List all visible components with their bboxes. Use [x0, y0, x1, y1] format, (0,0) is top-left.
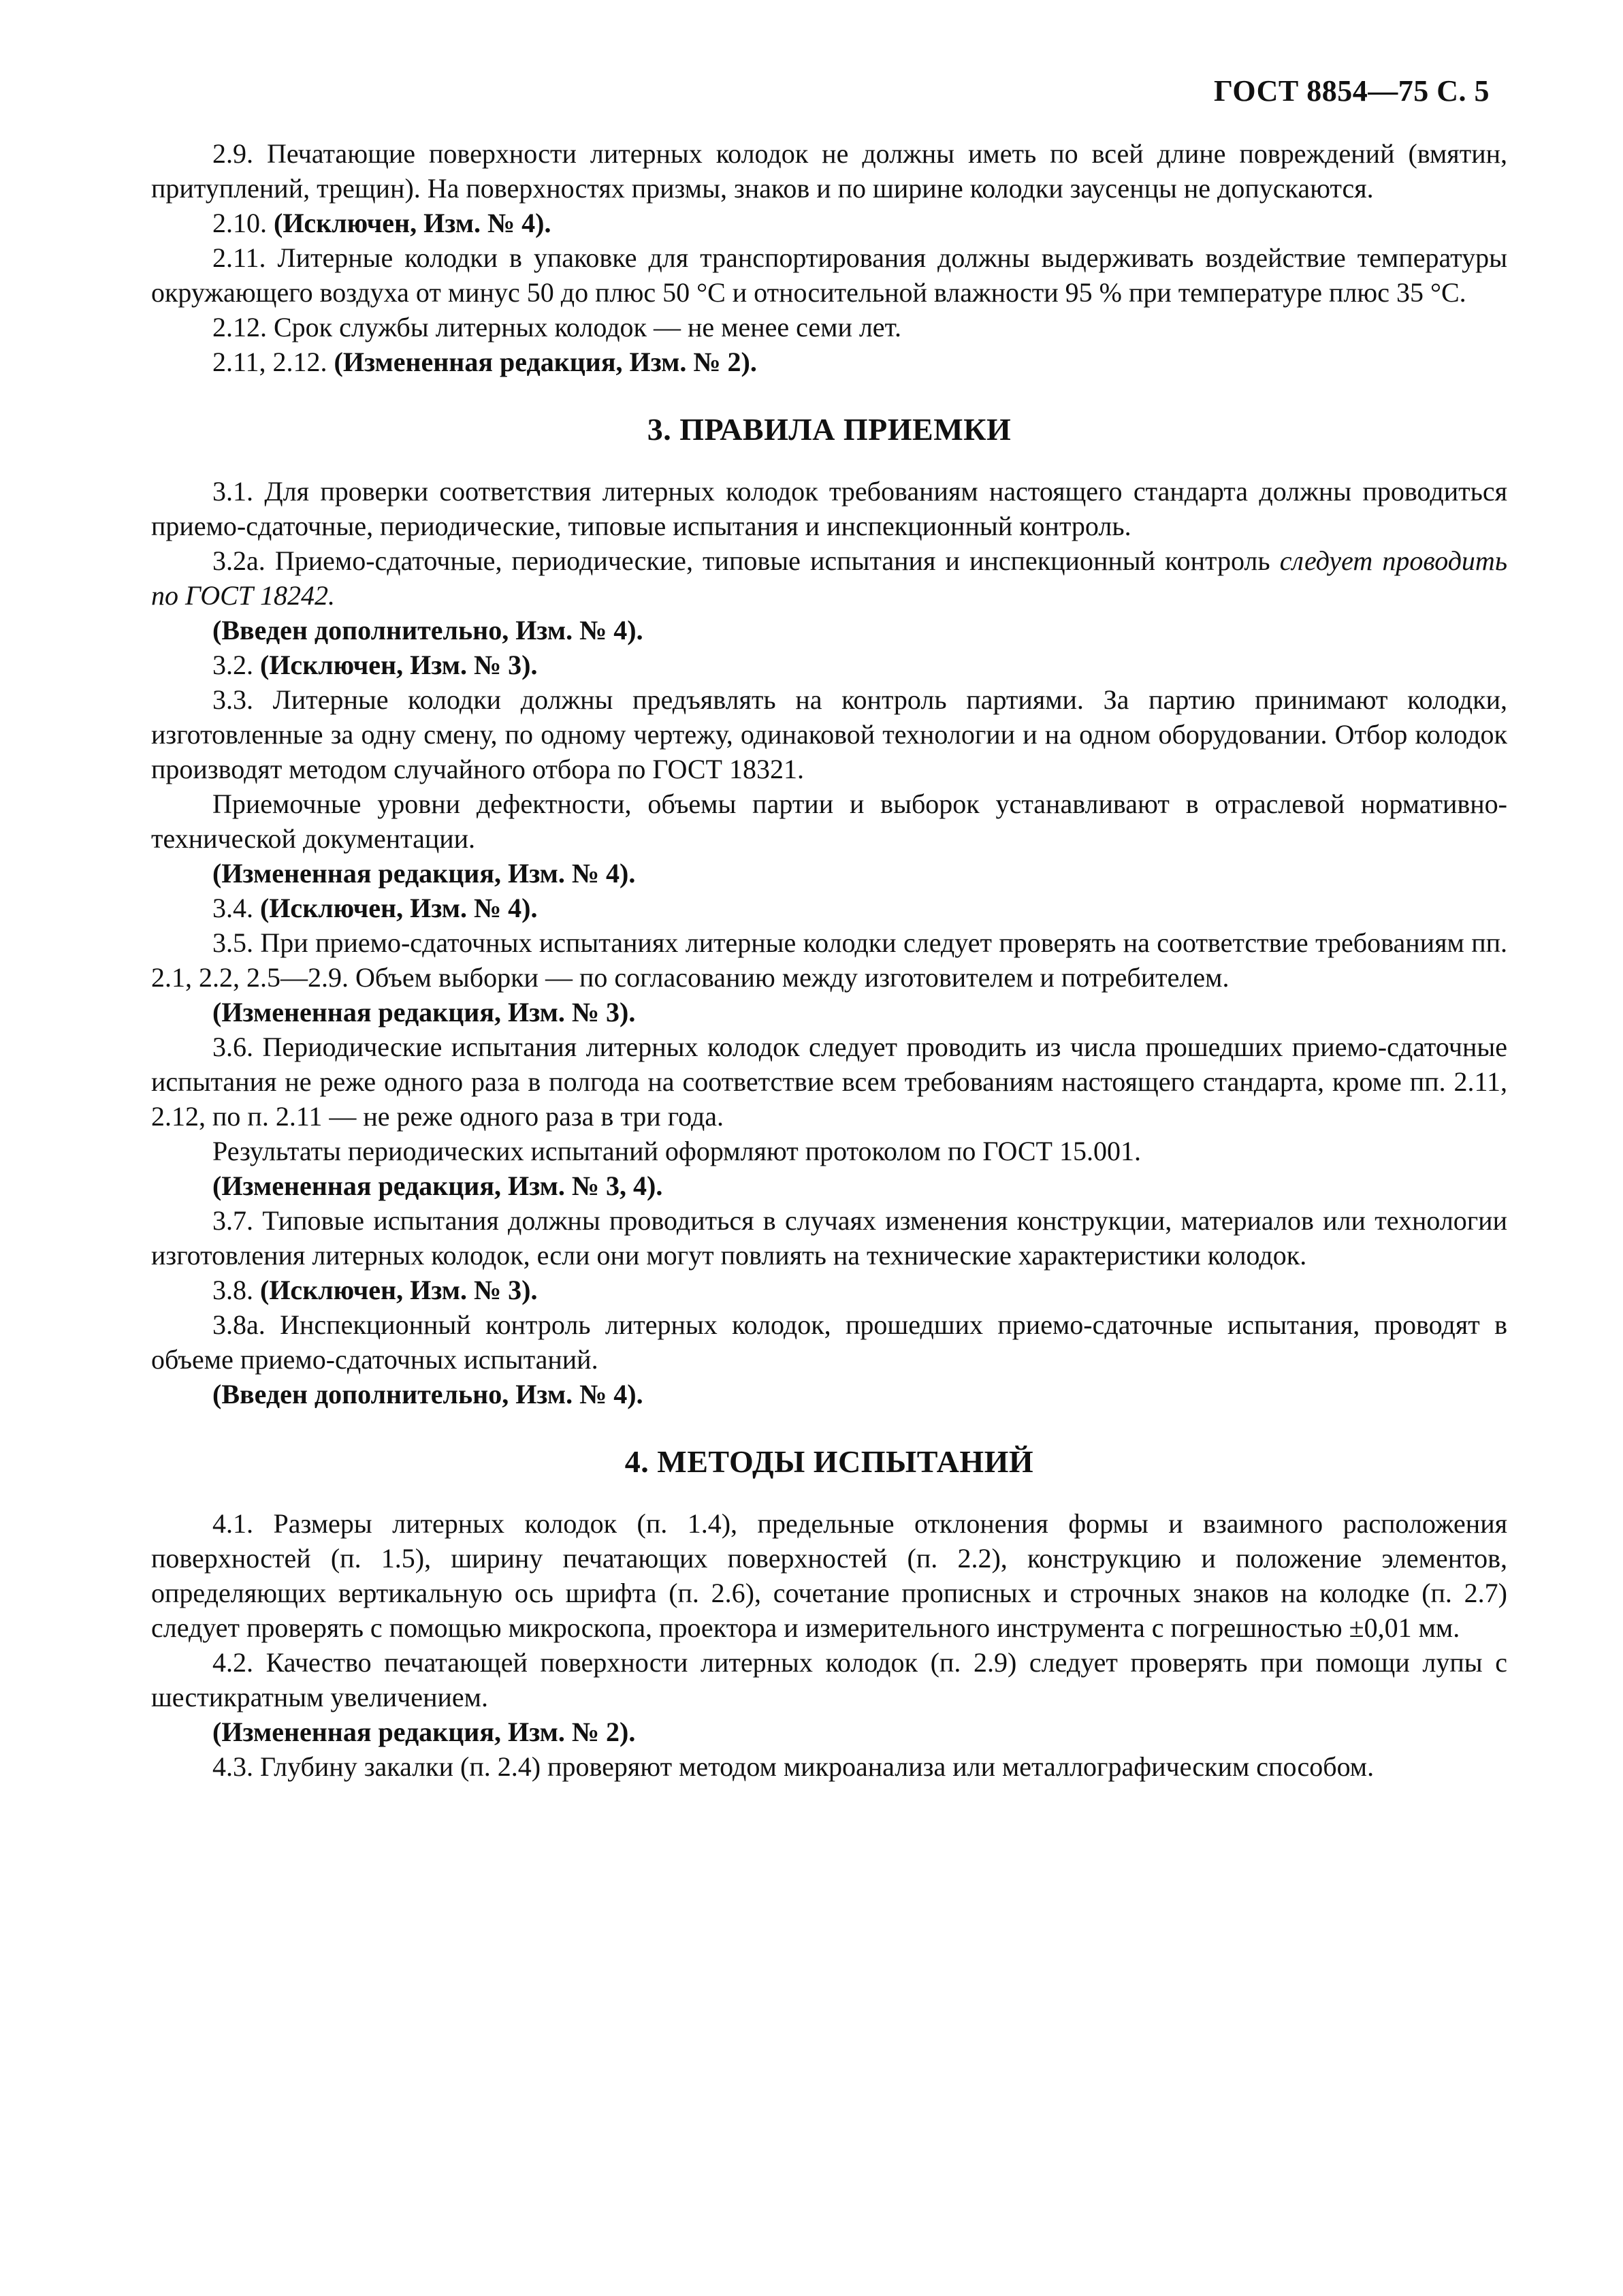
clause-2-12: 2.12. Срок службы литерных колодок — не менее семи лет. — [212, 312, 902, 342]
clause-number: 3.4. — [212, 893, 253, 923]
clause-3-2 — [151, 648, 1507, 682]
clause-3-3-cont: Приемочные уровни дефектности, объемы партии и выборок устанавливают в отраслевой нормативно-технической документации. — [151, 788, 1507, 854]
clause-3-5: 3.5. При приемо-сдаточных испытаниях литерные колодки следует проверять на соответствие требованиям пп. 2.1, 2.2, 2.5—2.9. Объем выборки — по согласованию между изготовителем и потребителем. — [151, 927, 1507, 993]
change-note-3-3: (Измененная редакция, Изм. № 4). — [212, 858, 636, 889]
change-note-4-2: (Измененная редакция, Изм. № 2). — [212, 1717, 636, 1747]
change-note-2-11-2-12 — [151, 345, 1507, 379]
clause-3-6: 3.6. Периодические испытания литерных колодок следует проводить из числа прошедших приемо-сдаточные испытания не реже одного раза в полгода на соответствие всем требованиям настоящего стандарта, кроме пп. 2.11, 2.12, по п. 2.11 — не реже одного раза в три года. — [151, 1032, 1507, 1132]
change-note: (Измененная редакция, Изм. № 2). — [334, 347, 757, 377]
clause-number: 3.8. — [212, 1275, 253, 1305]
clause-3-2a-italic: следует проводить по ГОСТ 18242. — [151, 545, 1508, 611]
running-header: ГОСТ 8854—75 С. 5 — [1213, 74, 1490, 108]
clause-3-3: 3.3. Литерные колодки должны предъявлять на контроль партиями. За партию принимают колодки, изготовленные за одну смену, по одному чертежу, одинаковой технологии и на одном оборудовании. Отбор колодок производят методом случайного отбора по ГОСТ 18321. — [151, 684, 1507, 784]
change-note: (Исключен, Изм. № 4). — [260, 893, 538, 923]
change-note-3-8a: (Введен дополнительно, Изм. № 4). — [212, 1379, 643, 1409]
section-title-3: 3. ПРАВИЛА ПРИЕМКИ — [647, 412, 1012, 447]
clause-3-4 — [151, 891, 1507, 925]
clause-number: 2.11, 2.12. — [212, 347, 327, 377]
clause-3-7: 3.7. Типовые испытания должны проводиться в случаях изменения конструкции, материалов или технологии изготовления литерных колодок, если они могут повлиять на технические характеристики колодок. — [151, 1205, 1507, 1271]
document-body — [151, 136, 1507, 1784]
clause-3-8a: 3.8а. Инспекционный контроль литерных колодок, прошедших приемо-сдаточные испытания, проводят в объеме приемо-сдаточных испытаний. — [151, 1309, 1507, 1375]
change-note: (Исключен, Изм. № 4). — [274, 208, 551, 238]
clause-number: 3.2. — [212, 650, 253, 680]
clause-2-11: 2.11. Литерные колодки в упаковке для транспортирования должны выдерживать воздействие температуры окружающего воздуха от минус 50 до плюс 50 °С и относительной влажности 95 % при температуре плюс 35 °С. — [151, 242, 1507, 308]
change-note: (Исключен, Изм. № 3). — [260, 1275, 538, 1305]
clause-4-1: 4.1. Размеры литерных колодок (п. 1.4), предельные отклонения формы и взаимного расположения поверхностей (п. 1.5), ширину печатающих поверхностей (п. 2.2), конструкцию и положение элементов, определяющих вертикальную ось шрифта (п. 2.6), сочетание прописных и строчных знаков на колодке (п. 2.7) следует проверять с помощью микроскопа, проектора и измерительного инструмента с погрешностью ±0,01 мм. — [151, 1508, 1507, 1643]
clause-3-2a — [151, 543, 1507, 613]
clause-3-8 — [151, 1273, 1507, 1307]
change-note-3-6: (Измененная редакция, Изм. № 3, 4). — [212, 1170, 663, 1201]
clause-4-3: 4.3. Глубину закалки (п. 2.4) проверяют методом микроанализа или металлографическим способом. — [212, 1751, 1375, 1782]
clause-number: 2.10. — [212, 208, 267, 238]
change-note: (Исключен, Изм. № 3). — [260, 650, 538, 680]
clause-4-2: 4.2. Качество печатающей поверхности литерных колодок (п. 2.9) следует проверять при помощи лупы с шестикратным увеличением. — [151, 1647, 1507, 1712]
clause-2-9: 2.9. Печатающие поверхности литерных колодок не должны иметь по всей длине повреждений (вмятин, притуплений, трещин). На поверхностях призмы, знаков и по ширине колодки заусенцы не допускаются. — [151, 138, 1507, 204]
clause-2-10 — [151, 206, 1507, 240]
change-note-3-5: (Измененная редакция, Изм. № 3). — [212, 997, 636, 1027]
section-title-4: 4. МЕТОДЫ ИСПЫТАНИЙ — [624, 1444, 1034, 1479]
clause-3-2a-text: 3.2а. Приемо-сдаточные, периодические, типовые испытания и инспекционный контроль — [212, 545, 1270, 576]
clause-3-6-cont: Результаты периодических испытаний оформляют протоколом по ГОСТ 15.001. — [212, 1136, 1141, 1166]
change-note-3-2a: (Введен дополнительно, Изм. № 4). — [212, 615, 643, 645]
clause-3-1: 3.1. Для проверки соответствия литерных колодок требованиям настоящего стандарта должны проводиться приемо-сдаточные, периодические, типовые испытания и инспекционный контроль. — [151, 476, 1507, 541]
